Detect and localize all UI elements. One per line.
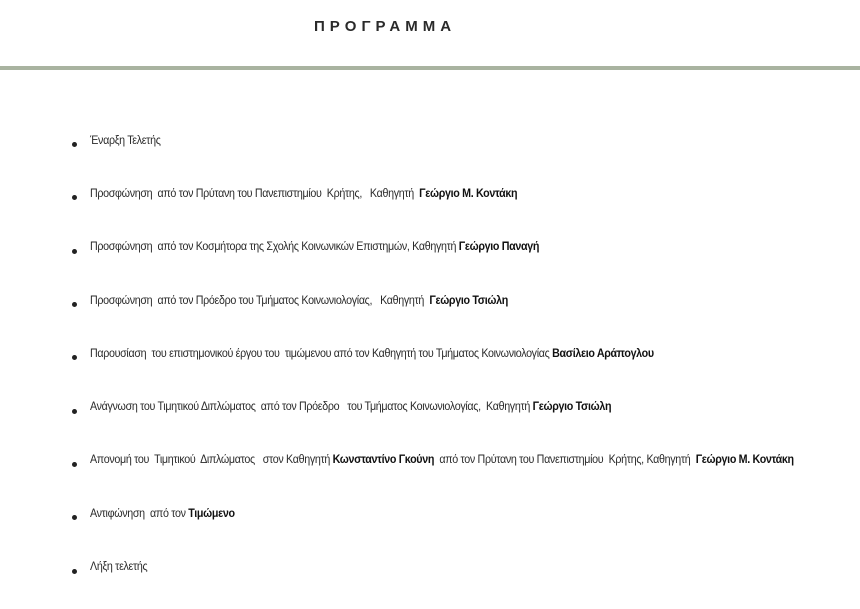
list-item-text: Αντιφώνηση από τον Τιμώμενο [90,507,235,520]
list-item-text: Έναρξη Τελετής [90,134,161,147]
page-title: ΠΡΟΓΡΑΜΜΑ [313,18,457,35]
list-item [72,331,847,384]
person-name: Γεώργιο Τσιώλη [429,294,508,307]
list-item [72,491,847,544]
list-item [72,171,847,224]
bullet-icon [72,142,77,147]
list-item [72,278,847,331]
bullet-icon [72,355,77,360]
bullet-icon [72,462,77,467]
list-item [72,438,847,491]
bullet-icon [72,409,77,414]
person-name: Γεώργιο Παναγή [458,241,540,254]
title-divider [0,66,860,70]
person-name: Τιμώμενο [188,507,235,520]
person-name: Γεώργιο Μ. Κοντάκη [695,454,794,467]
list-item-text: Προσφώνηση από τον Πρόεδρο του Τμήματος Κοινωνιολογίας, Καθηγητή Γεώργιο Τσιώλη [90,294,508,307]
bullet-icon [72,249,77,254]
list-item-text: Προσφώνηση από τον Πρύτανη του Πανεπιστημίου Κρήτης, Καθηγητή Γεώργιο Μ. Κοντάκη [90,187,518,200]
bullet-icon [72,302,77,307]
program-list [72,118,847,598]
bullet-icon [72,195,77,200]
list-item [72,384,847,437]
list-item-text: Ανάγνωση του Τιμητικού Διπλώματος από τον Πρόεδρο του Τμήματος Κοινωνιολογίας, Καθηγητή Γεώργιο Τσιώλη [90,401,612,414]
list-item [72,225,847,278]
list-item-text: Λήξη τελετής [90,561,148,574]
list-item-text: Παρουσίαση του επιστημονικού έργου του τιμώμενου από τον Καθηγητή του Τμήματος Κοινωνιολογίας Βασίλειο Αράπογλου [90,347,654,360]
bullet-icon [72,569,77,574]
bullet-icon [72,515,77,520]
list-item [72,118,847,171]
person-name: Γεώργιο Τσιώλη [532,401,612,414]
list-item-text: Προσφώνηση από τον Κοσμήτορα της Σχολής Κοινωνικών Επιστημών, Καθηγητή Γεώργιο Παναγή [90,241,540,254]
list-item-text: Απονομή του Τιμητικού Διπλώματος στον Καθηγητή Κωνσταντίνο Γκούνη από τον Πρύτανη του Πανεπιστημίου Κρήτης, Καθηγητή Γεώργιο Μ. Κοντάκη [90,454,794,467]
person-name: Βασίλειο Αράπογλου [552,347,654,360]
person-name: Γεώργιο Μ. Κοντάκη [419,187,518,200]
list-item [72,544,847,597]
person-name: Κωνσταντίνο Γκούνη [332,454,435,467]
